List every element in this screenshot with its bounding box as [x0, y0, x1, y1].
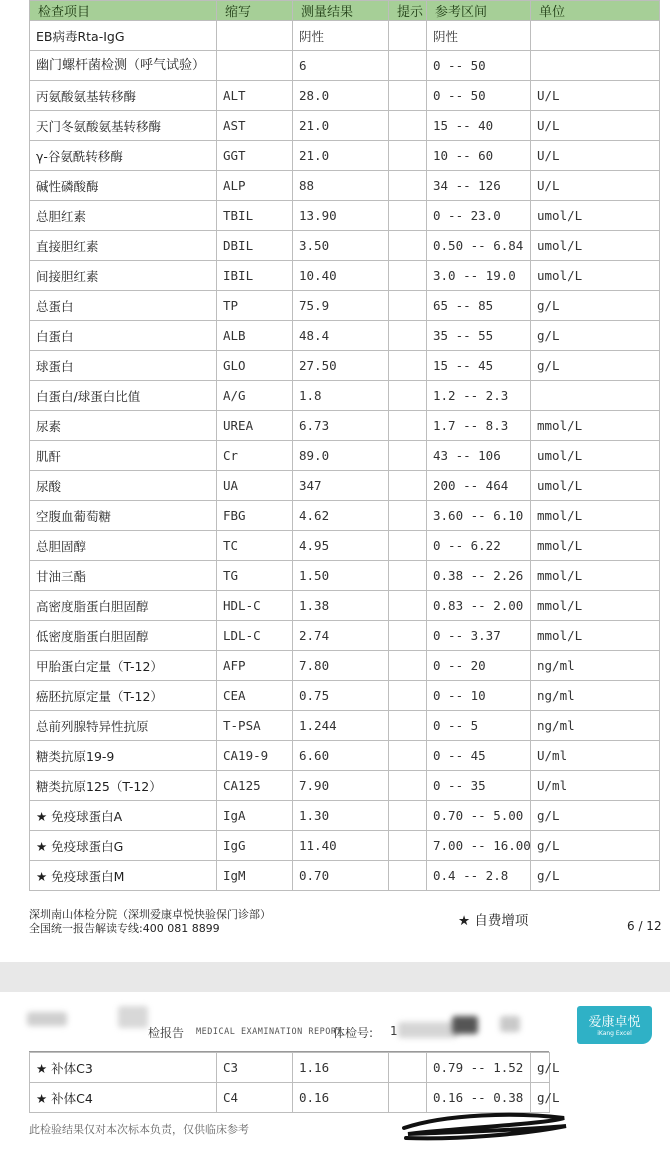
table-row	[30, 201, 660, 231]
cell-range: 0.79 -- 1.52	[427, 1053, 531, 1083]
cell-abbr: DBIL	[217, 231, 293, 261]
disclaimer: 此检验结果仅对本次标本负责，仅供临床参考	[29, 1123, 249, 1136]
table-row	[30, 141, 660, 171]
cell-unit: g/L	[531, 1053, 550, 1083]
logo-cn: 爱康卓悦	[588, 1015, 641, 1030]
cell-result: 4.95	[293, 531, 389, 561]
cell-abbr: ALT	[217, 81, 293, 111]
cell-range: 0.70 -- 5.00	[427, 801, 531, 831]
cell-range: 1.2 -- 2.3	[427, 381, 531, 411]
cell-flag	[389, 621, 427, 651]
cell-flag	[389, 1053, 427, 1083]
clinic-name: 深圳南山体检分院（深圳爱康卓悦快验保门诊部）	[29, 908, 271, 921]
cell-unit: mmol/L	[531, 411, 660, 441]
redaction-blur	[398, 1022, 458, 1038]
results-table	[29, 0, 660, 891]
cell-result: 1.16	[293, 1053, 389, 1083]
report-title-fragment: 检报告	[148, 1026, 185, 1040]
cell-abbr: LDL-C	[217, 621, 293, 651]
cell-result: 0.70	[293, 861, 389, 891]
cell-range: 7.00 -- 16.00	[427, 831, 531, 861]
table-row	[30, 321, 660, 351]
table-row	[30, 861, 660, 891]
cell-result: 21.0	[293, 141, 389, 171]
cell-item-name: 尿素	[30, 411, 217, 441]
table-row	[30, 81, 660, 111]
ikang-logo	[577, 1006, 652, 1044]
cell-item-name: 幽门螺杆菌检测（呼气试验）	[30, 51, 217, 81]
cell-abbr: A/G	[217, 381, 293, 411]
cell-range: 3.60 -- 6.10	[427, 501, 531, 531]
cell-unit: mmol/L	[531, 561, 660, 591]
results-table-body	[30, 21, 660, 891]
cell-unit: g/L	[531, 351, 660, 381]
table-row	[30, 621, 660, 651]
cell-range: 43 -- 106	[427, 441, 531, 471]
cell-abbr: GLO	[217, 351, 293, 381]
cell-unit: g/L	[531, 801, 660, 831]
cell-abbr: Cr	[217, 441, 293, 471]
cell-result: 28.0	[293, 81, 389, 111]
cell-flag	[389, 321, 427, 351]
table-header-row	[30, 1, 660, 21]
cell-flag	[389, 51, 427, 81]
cell-abbr	[217, 51, 293, 81]
redaction-blur	[500, 1016, 520, 1032]
cell-item-name: 癌胚抗原定量（T-12）	[30, 681, 217, 711]
cell-flag	[389, 501, 427, 531]
cell-result: 7.90	[293, 771, 389, 801]
cell-item-name: 直接胆红素	[30, 231, 217, 261]
cell-item-name: 总胆固醇	[30, 531, 217, 561]
cell-flag	[389, 201, 427, 231]
cell-flag	[389, 231, 427, 261]
cell-flag	[389, 771, 427, 801]
cell-flag	[389, 711, 427, 741]
cell-unit: g/L	[531, 831, 660, 861]
table-row	[30, 771, 660, 801]
cell-flag	[389, 261, 427, 291]
cell-range: 0 -- 50	[427, 51, 531, 81]
cell-item-name: 低密度脂蛋白胆固醇	[30, 621, 217, 651]
cell-result: 2.74	[293, 621, 389, 651]
cell-range: 0 -- 45	[427, 741, 531, 771]
table-row	[30, 261, 660, 291]
cell-item-name: ★ 补体C4	[30, 1083, 217, 1113]
cell-unit: U/L	[531, 171, 660, 201]
cell-result: 89.0	[293, 441, 389, 471]
cell-item-name: 碱性磷酸酶	[30, 171, 217, 201]
cell-abbr: TBIL	[217, 201, 293, 231]
page-number: 6 / 12	[627, 919, 662, 933]
table-row	[30, 801, 660, 831]
cell-result: 48.4	[293, 321, 389, 351]
table-row	[30, 231, 660, 261]
cell-result: 11.40	[293, 831, 389, 861]
table-row	[30, 681, 660, 711]
cell-unit: umol/L	[531, 231, 660, 261]
cell-item-name: ★ 补体C3	[30, 1053, 217, 1083]
cell-abbr: IgG	[217, 831, 293, 861]
table-row	[30, 441, 660, 471]
hotline: 全国统一报告解读专线:400 081 8899	[29, 922, 220, 935]
cell-result: 27.50	[293, 351, 389, 381]
table-row	[30, 471, 660, 501]
cell-result: 1.50	[293, 561, 389, 591]
cell-flag	[389, 561, 427, 591]
cell-abbr: IBIL	[217, 261, 293, 291]
cell-abbr: IgA	[217, 801, 293, 831]
cell-abbr: AFP	[217, 651, 293, 681]
cell-range: 0 -- 6.22	[427, 531, 531, 561]
table-row	[30, 171, 660, 201]
cell-flag	[389, 531, 427, 561]
table-row	[30, 381, 660, 411]
cell-result: 0.16	[293, 1083, 389, 1113]
cell-range: 0.50 -- 6.84	[427, 231, 531, 261]
col-header-item: 检查项目	[30, 1, 217, 21]
cell-unit: mmol/L	[531, 621, 660, 651]
cell-result: 21.0	[293, 111, 389, 141]
cell-range: 65 -- 85	[427, 291, 531, 321]
table-row	[30, 531, 660, 561]
table-row	[30, 411, 660, 441]
cell-unit: U/ml	[531, 741, 660, 771]
table-row	[30, 1053, 550, 1083]
cell-result: 6.60	[293, 741, 389, 771]
cell-unit: g/L	[531, 321, 660, 351]
table-row	[30, 561, 660, 591]
cell-abbr: CA19-9	[217, 741, 293, 771]
cell-range: 0 -- 5	[427, 711, 531, 741]
table-row	[30, 21, 660, 51]
report-page-7-partial	[0, 992, 670, 1163]
cell-abbr: C4	[217, 1083, 293, 1113]
cell-item-name: EB病毒Rta-IgG	[30, 21, 217, 51]
cell-unit: g/L	[531, 861, 660, 891]
cell-result: 1.8	[293, 381, 389, 411]
cell-abbr: HDL-C	[217, 591, 293, 621]
cell-unit: U/ml	[531, 771, 660, 801]
cell-result: 7.80	[293, 651, 389, 681]
cell-abbr: IgM	[217, 861, 293, 891]
cell-range: 0 -- 23.0	[427, 201, 531, 231]
cell-abbr: TG	[217, 561, 293, 591]
cell-abbr: CEA	[217, 681, 293, 711]
cell-item-name: ★ 免疫球蛋白A	[30, 801, 217, 831]
cell-result: 阴性	[293, 21, 389, 51]
cell-item-name: 总蛋白	[30, 291, 217, 321]
cell-item-name: 丙氨酸氨基转移酶	[30, 81, 217, 111]
cell-flag	[389, 441, 427, 471]
col-header-result: 测量结果	[293, 1, 389, 21]
report-title-en: MEDICAL EXAMINATION REPORT	[196, 1027, 343, 1037]
cell-flag	[389, 141, 427, 171]
cell-flag	[389, 111, 427, 141]
cell-result: 3.50	[293, 231, 389, 261]
cell-range: 0.83 -- 2.00	[427, 591, 531, 621]
cell-flag	[389, 21, 427, 51]
self-pay-note: ★ 自费增项	[458, 913, 529, 929]
cell-item-name: 高密度脂蛋白胆固醇	[30, 591, 217, 621]
cell-unit: U/L	[531, 81, 660, 111]
cell-range: 200 -- 464	[427, 471, 531, 501]
table-row	[30, 291, 660, 321]
cell-item-name: 总胆红素	[30, 201, 217, 231]
cell-item-name: 糖类抗原125（T-12）	[30, 771, 217, 801]
cell-abbr: ALP	[217, 171, 293, 201]
cell-result: 6.73	[293, 411, 389, 441]
cell-unit: g/L	[531, 291, 660, 321]
cell-abbr	[217, 21, 293, 51]
table-row	[30, 111, 660, 141]
redaction-blur	[27, 1012, 67, 1026]
cell-abbr: C3	[217, 1053, 293, 1083]
cell-unit: ng/ml	[531, 711, 660, 741]
cell-result: 13.90	[293, 201, 389, 231]
cell-range: 0 -- 35	[427, 771, 531, 801]
cell-range: 0.16 -- 0.38	[427, 1083, 531, 1113]
cell-unit: umol/L	[531, 201, 660, 231]
cell-item-name: 白蛋白/球蛋白比值	[30, 381, 217, 411]
cell-item-name: 甘油三酯	[30, 561, 217, 591]
table-row	[30, 651, 660, 681]
cell-abbr: TP	[217, 291, 293, 321]
cell-item-name: 总前列腺特异性抗原	[30, 711, 217, 741]
cell-flag	[389, 831, 427, 861]
cell-item-name: 肌酐	[30, 441, 217, 471]
cell-result: 10.40	[293, 261, 389, 291]
cell-range: 10 -- 60	[427, 141, 531, 171]
cell-flag	[389, 171, 427, 201]
col-header-flag: 提示	[389, 1, 427, 21]
cell-item-name: ★ 免疫球蛋白G	[30, 831, 217, 861]
col-header-range: 参考区间	[427, 1, 531, 21]
cell-unit: umol/L	[531, 441, 660, 471]
table-row	[30, 591, 660, 621]
cell-flag	[389, 381, 427, 411]
cell-unit: umol/L	[531, 471, 660, 501]
cell-item-name: γ-谷氨酰转移酶	[30, 141, 217, 171]
redaction-blur	[118, 1006, 148, 1028]
table-row	[30, 831, 660, 861]
exam-number-label: 体检号:	[333, 1026, 374, 1040]
cell-flag	[389, 861, 427, 891]
cell-item-name: 白蛋白	[30, 321, 217, 351]
col-header-abbr: 缩写	[217, 1, 293, 21]
table-row	[30, 741, 660, 771]
cell-result: 347	[293, 471, 389, 501]
cell-unit	[531, 381, 660, 411]
table-row	[30, 501, 660, 531]
table-row	[30, 711, 660, 741]
cell-range: 0.4 -- 2.8	[427, 861, 531, 891]
cell-unit: U/L	[531, 141, 660, 171]
logo-en: iKang Excel	[597, 1030, 632, 1037]
cell-range: 35 -- 55	[427, 321, 531, 351]
table-row	[30, 51, 660, 81]
cell-abbr: FBG	[217, 501, 293, 531]
cell-abbr: GGT	[217, 141, 293, 171]
cell-flag	[389, 351, 427, 381]
cell-abbr: UREA	[217, 411, 293, 441]
cell-result: 1.30	[293, 801, 389, 831]
page-divider	[0, 962, 670, 992]
cell-result: 4.62	[293, 501, 389, 531]
cell-unit: mmol/L	[531, 501, 660, 531]
cell-unit: U/L	[531, 111, 660, 141]
cell-range: 34 -- 126	[427, 171, 531, 201]
redaction-scribble	[396, 1104, 572, 1144]
clinic-info	[29, 908, 271, 936]
cell-abbr: CA125	[217, 771, 293, 801]
cell-item-name: 糖类抗原19-9	[30, 741, 217, 771]
cell-result: 0.75	[293, 681, 389, 711]
cell-range: 0 -- 20	[427, 651, 531, 681]
cell-flag	[389, 591, 427, 621]
cell-range: 1.7 -- 8.3	[427, 411, 531, 441]
cell-item-name: ★ 免疫球蛋白M	[30, 861, 217, 891]
cell-item-name: 空腹血葡萄糖	[30, 501, 217, 531]
cell-abbr: T-PSA	[217, 711, 293, 741]
cell-flag	[389, 741, 427, 771]
cell-result: 6	[293, 51, 389, 81]
col-header-unit: 单位	[531, 1, 660, 21]
cell-range: 0 -- 3.37	[427, 621, 531, 651]
cell-result: 1.244	[293, 711, 389, 741]
cell-item-name: 间接胆红素	[30, 261, 217, 291]
cell-flag	[389, 411, 427, 441]
cell-item-name: 球蛋白	[30, 351, 217, 381]
cell-range: 0 -- 10	[427, 681, 531, 711]
cell-unit: ng/ml	[531, 681, 660, 711]
cell-abbr: TC	[217, 531, 293, 561]
cell-flag	[389, 681, 427, 711]
cell-flag	[389, 291, 427, 321]
cell-unit: g/L	[531, 1083, 550, 1113]
cell-result: 88	[293, 171, 389, 201]
cell-range: 0.38 -- 2.26	[427, 561, 531, 591]
cell-range: 3.0 -- 19.0	[427, 261, 531, 291]
cell-unit: ng/ml	[531, 651, 660, 681]
cell-flag	[389, 651, 427, 681]
exam-number-value: 1	[390, 1024, 398, 1038]
redaction-blur	[452, 1016, 478, 1034]
cell-item-name: 天门冬氨酸氨基转移酶	[30, 111, 217, 141]
cell-unit	[531, 51, 660, 81]
cell-flag	[389, 801, 427, 831]
cell-abbr: ALB	[217, 321, 293, 351]
cell-unit	[531, 21, 660, 51]
cell-unit: mmol/L	[531, 531, 660, 561]
cell-range: 15 -- 40	[427, 111, 531, 141]
cell-unit: mmol/L	[531, 591, 660, 621]
cell-range: 15 -- 45	[427, 351, 531, 381]
cell-unit: umol/L	[531, 261, 660, 291]
cell-flag	[389, 471, 427, 501]
table-row	[30, 351, 660, 381]
cell-item-name: 甲胎蛋白定量（T-12）	[30, 651, 217, 681]
cell-result: 1.38	[293, 591, 389, 621]
cell-abbr: UA	[217, 471, 293, 501]
cell-flag	[389, 81, 427, 111]
cell-abbr: AST	[217, 111, 293, 141]
cell-item-name: 尿酸	[30, 471, 217, 501]
cell-result: 75.9	[293, 291, 389, 321]
cell-range: 0 -- 50	[427, 81, 531, 111]
cell-range: 阴性	[427, 21, 531, 51]
